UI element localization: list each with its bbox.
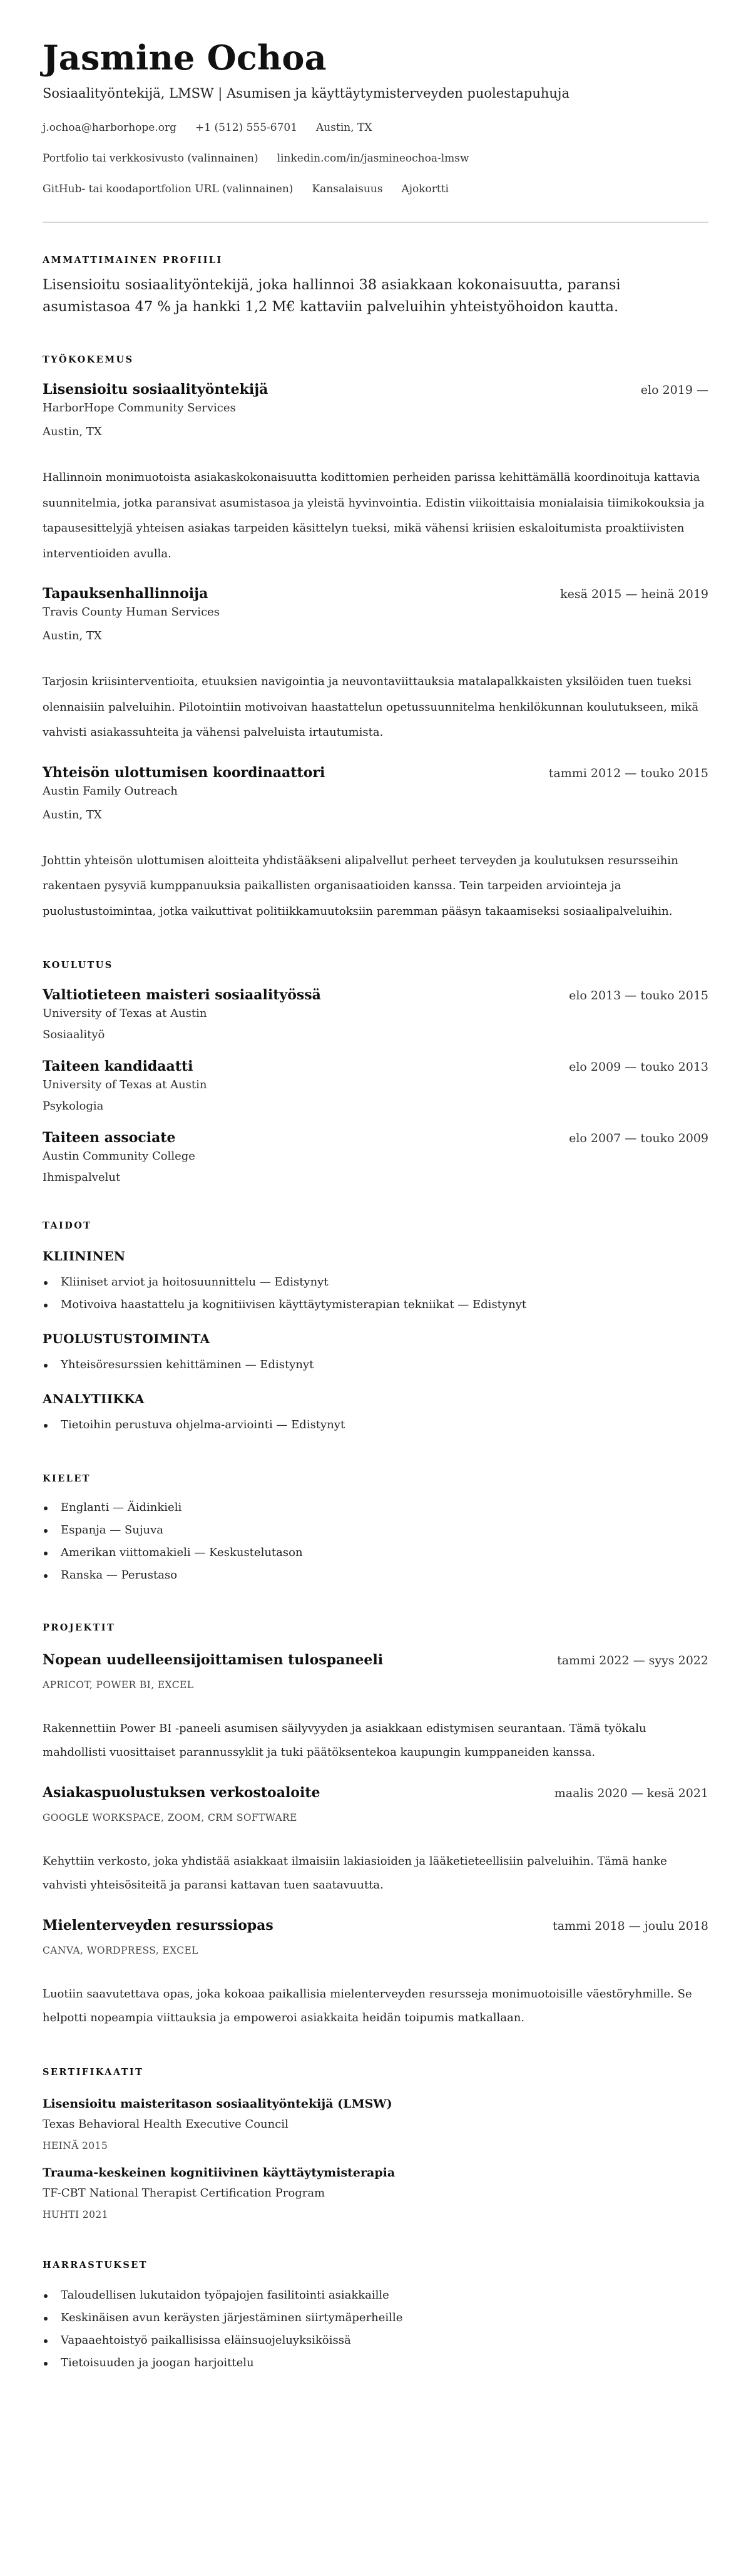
education-date: elo 2009 — touko 2013 (569, 1060, 708, 1074)
project-description: Luotiin saavutettava opas, joka kokoaa paikallisia mielenterveyden resursseja monimuotoisille väestöryhmille. Se helpotti nopeampia viittauksia ja empoweroi asiakkaita heidän toipumis matkallaan. (43, 1987, 692, 2024)
header-divider (43, 222, 708, 223)
language-item: Amerikan viittomakieli — Keskustelutason (43, 1542, 708, 1564)
section-title: KIELET (43, 1473, 91, 1484)
project-tech-stack: GOOGLE WORKSPACE, ZOOM, CRM SOFTWARE (43, 1812, 297, 1823)
field-of-study: Sosiaalityö (43, 1028, 105, 1041)
education-entry (43, 1057, 708, 1115)
certification-name: Trauma-keskeinen kognitiivinen käyttäytymisterapia (43, 2166, 396, 2180)
section-profile (43, 254, 708, 318)
section-title: KOULUTUS (43, 960, 113, 971)
candidate-headline: Sosiaalityöntekijä, LMSW | Asumisen ja käyttäytymisterveyden puolestapuhuja (43, 86, 570, 101)
skill-category: KLIININEN (43, 1249, 126, 1264)
job-organization: Travis County Human Services (43, 605, 220, 619)
project-entry (43, 1651, 708, 1765)
project-tech-stack: APRICOT, POWER BI, EXCEL (43, 1679, 194, 1691)
education-entry (43, 986, 708, 1043)
section-certifications (43, 2066, 708, 2222)
job-title: Lisensioitu sosiaalityöntekijä (43, 381, 268, 398)
contact-row (43, 182, 708, 197)
certification-date: HUHTI 2021 (43, 2209, 108, 2220)
skill-item: Kliiniset arviot ja hoitosuunnittelu — Edistynyt (43, 1271, 708, 1294)
project-title: Nopean uudelleensijoittamisen tulospaneeli (43, 1652, 384, 1668)
language-item: Englanti — Äidinkieli (43, 1497, 708, 1519)
job-description: Hallinnoin monimuotoista asiakaskokonaisuutta kodittomien perheiden parissa kehittämällä koordinoituja kattavia suunnitelmia, jotka paransivat asumistasoa ja yleistä hyvinvointia. Edistin viikoittaisia monialaisia tiimikokouksia ja tapausesittelyjä yhteisen asiakas tarpeiden käsittelyn tueksi, mikä vähensi kriisien eskaloitumista proaktiivisten interventioiden avulla. (43, 471, 705, 560)
job-date: elo 2019 — (640, 383, 708, 397)
language-item: Ranska — Perustaso (43, 1564, 708, 1587)
job-organization: Austin Family Outreach (43, 784, 178, 798)
certification-issuer: Texas Behavioral Health Executive Council (43, 2118, 289, 2131)
education-entry (43, 1128, 708, 1186)
project-tech-stack: CANVA, WORDPRESS, EXCEL (43, 1945, 198, 1956)
skill-category: PUOLUSTUSTOIMINTA (43, 1331, 210, 1346)
section-education (43, 959, 708, 1186)
language-item: Espanja — Sujuva (43, 1519, 708, 1542)
contact-linkedin[interactable]: linkedin.com/in/jasmineochoa-lmsw (277, 152, 469, 165)
resume-header (43, 36, 708, 223)
contact-info (43, 120, 708, 197)
section-title: HARRASTUKSET (43, 2260, 148, 2270)
certification-name: Lisensioitu maisteritason sosiaalityöntekijä (LMSW) (43, 2097, 392, 2111)
degree-title: Valtiotieteen maisteri sosiaalityössä (43, 987, 321, 1003)
job-description: Tarjosin kriisinterventioita, etuuksien navigointia ja neuvontaviittauksia matalapalkkaisten yksilöiden tuen tueksi olennaisiin palveluihin. Pilotointiin motivoivan haastattelun opetussuunnitelma henkilökunnan koulutukseen, mikä vahvisti asiakassuhteita ja vähensi palveluista irtautumista. (43, 675, 699, 739)
contact-row (43, 120, 708, 135)
section-title: AMMATTIMAINEN PROFIILI (43, 255, 223, 265)
certification-issuer: TF-CBT National Therapist Certification Program (43, 2187, 325, 2200)
section-title: PROJEKTIT (43, 1622, 116, 1633)
job-entry (43, 584, 708, 746)
job-location: Austin, TX (43, 808, 102, 822)
certification-entry (43, 2164, 708, 2222)
skill-category: ANALYTIIKKA (43, 1391, 145, 1406)
certification-entry (43, 2095, 708, 2153)
job-location: Austin, TX (43, 425, 102, 438)
contact-email[interactable]: j.ochoa@harborhope.org (43, 121, 176, 134)
hobby-item: Keskinäisen avun keräysten järjestäminen siirtymäperheille (43, 2307, 708, 2329)
certification-date: HEINÄ 2015 (43, 2140, 108, 2151)
project-date: tammi 2018 — joulu 2018 (553, 1919, 708, 1933)
hobby-item: Vapaaehtoistyö paikallisissa eläinsuojeluyksiköissä (43, 2329, 708, 2352)
skill-group (43, 1247, 708, 1316)
skill-group (43, 1330, 708, 1376)
education-date: elo 2013 — touko 2015 (569, 989, 708, 1002)
profile-summary: Lisensioitu sosiaalityöntekijä, joka hallinnoi 38 asiakkaan kokonaisuutta, paransi asumistasoa 47 % ja hankki 1,2 M€ kattaviin palveluihin yhteistyöhoidon kautta. (43, 277, 621, 315)
section-hobbies (43, 2259, 708, 2374)
section-languages (43, 1473, 708, 1587)
education-date: elo 2007 — touko 2009 (569, 1131, 708, 1145)
skill-item: Motivoiva haastattelu ja kognitiivisen käyttäytymisterapian tekniikat — Edistynyt (43, 1294, 708, 1316)
job-location: Austin, TX (43, 629, 102, 642)
section-title: TAIDOT (43, 1220, 92, 1231)
project-date: maalis 2020 — kesä 2021 (554, 1786, 708, 1800)
skill-item: Tietoihin perustuva ohjelma-arviointi — Edistynyt (43, 1414, 708, 1436)
institution: University of Texas at Austin (43, 1007, 207, 1020)
field-of-study: Ihmispalvelut (43, 1171, 121, 1184)
candidate-name: Jasmine Ochoa (43, 38, 327, 78)
contact-drivers-license: Ajokortti (401, 183, 449, 195)
job-title: Tapauksenhallinnoija (43, 585, 208, 602)
job-date: tammi 2012 — touko 2015 (548, 766, 708, 780)
degree-title: Taiteen kandidaatti (43, 1058, 193, 1074)
project-entry (43, 1783, 708, 1897)
project-description: Kehyttiin verkosto, joka yhdistää asiakkaat ilmaisiin lakiasioiden ja lääketieteellisiin palveluihin. Tämä hanke vahvisti yhteisösiteitä ja paransi kattavan tuen saatavuutta. (43, 1855, 667, 1892)
contact-portfolio[interactable]: Portfolio tai verkkosivusto (valinnainen) (43, 152, 258, 165)
section-skills (43, 1220, 708, 1436)
degree-title: Taiteen associate (43, 1130, 176, 1146)
hobby-item: Taloudellisen lukutaidon työpajojen fasilitointi asiakkaille (43, 2284, 708, 2307)
section-projects (43, 1622, 708, 2030)
field-of-study: Psykologia (43, 1100, 104, 1113)
contact-location: Austin, TX (316, 121, 372, 134)
job-date: kesä 2015 — heinä 2019 (560, 587, 708, 601)
skill-group (43, 1390, 708, 1436)
institution: University of Texas at Austin (43, 1078, 207, 1091)
contact-phone[interactable]: +1 (512) 555-6701 (195, 121, 298, 134)
contact-citizenship: Kansalaisuus (312, 183, 383, 195)
job-organization: HarborHope Community Services (43, 401, 236, 415)
hobby-item: Tietoisuuden ja joogan harjoittelu (43, 2352, 708, 2374)
job-entry (43, 380, 708, 567)
project-entry (43, 1916, 708, 2030)
project-title: Asiakaspuolustuksen verkostoaloite (43, 1785, 320, 1801)
job-entry (43, 763, 708, 925)
job-description: Johttin yhteisön ulottumisen aloitteita yhdistääkseni alipalvellut perheet terveyden ja koulutuksen resursseihin rakentaen pysyviä kumppanuuksia paikallisten organisaatioiden kanssa. Tein tarpeiden arviointeja ja puolustustoimintaa, jotka vaikuttivat politiikkamuutoksiin paremman pääsyn takaamiseksi sosiaalipalveluihin. (43, 853, 678, 918)
section-title: SERTIFIKAATIT (43, 2067, 144, 2078)
skill-item: Yhteisöresurssien kehittäminen — Edistynyt (43, 1354, 708, 1376)
job-title: Yhteisön ulottumisen koordinaattori (43, 764, 325, 781)
project-description: Rakennettiin Power BI -paneeli asumisen säilyvyyden ja asiakkaan edistymisen seurantaan. Tämä työkalu mahdollisti vuosittaiset parannussyklit ja tuki päätöksentekoa kaupungin kumppaneiden kanssa. (43, 1722, 646, 1759)
project-date: tammi 2022 — syys 2022 (557, 1654, 708, 1667)
institution: Austin Community College (43, 1150, 195, 1163)
section-work-experience (43, 354, 708, 924)
section-title: TYÖKOKEMUS (43, 354, 134, 365)
contact-github[interactable]: GitHub- tai koodaportfolion URL (valinnainen) (43, 183, 294, 195)
project-title: Mielenterveyden resurssiopas (43, 1917, 273, 1934)
contact-row (43, 151, 708, 166)
